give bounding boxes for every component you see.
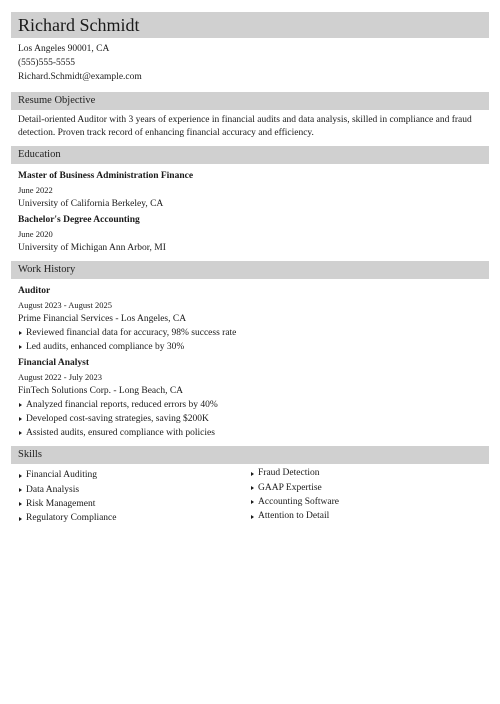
skill-item: GAAP Expertise (250, 481, 482, 495)
job-dates: August 2022 - July 2023 (18, 371, 103, 382)
education-entry (18, 170, 482, 211)
job-bullet: Assisted audits, ensured compliance with policies (18, 426, 482, 440)
school-name: University of Michigan Ann Arbor, MI (18, 243, 166, 253)
degree-title: Bachelor's Degree Accounting (18, 215, 140, 225)
job-bullet: Led audits, enhanced compliance by 30% (18, 340, 482, 354)
job-bullet: Reviewed financial data for accuracy, 98% success rate (18, 326, 482, 340)
degree-date: June 2020 (18, 229, 53, 239)
skills-heading: Skills (11, 446, 489, 464)
skills-list (11, 464, 489, 531)
objective-section (11, 92, 489, 146)
candidate-name: Richard Schmidt (18, 15, 140, 35)
skill-item: Accounting Software (250, 495, 482, 509)
objective-text: Detail-oriented Auditor with 3 years of experience in financial audits and data analysis, skilled in compliance and fraud detection. Proven track record of enhancing financial accuracy and efficiency. (18, 115, 472, 138)
job-dates: August 2023 - August 2025 (18, 300, 112, 310)
job-title: Financial Analyst (18, 357, 89, 368)
job-company: Prime Financial Services - Los Angeles, CA (18, 314, 187, 324)
skill-item: Regulatory Compliance (18, 511, 250, 525)
contact-email: Richard.Schmidt@example.com (18, 72, 142, 82)
education-entry (18, 214, 482, 255)
job-bullets (18, 398, 482, 441)
skills-column-right (250, 466, 482, 525)
skill-item: Attention to Detail (250, 509, 482, 523)
name-header (11, 12, 489, 38)
work-history-section (11, 261, 489, 446)
skills-column-left (18, 468, 250, 525)
contact-block (11, 38, 489, 84)
contact-phone: (555)555-5555 (18, 58, 75, 68)
school-name: University of California Berkeley, CA (18, 199, 164, 209)
job-entry (18, 357, 482, 441)
job-entry (18, 285, 482, 355)
work-history-heading: Work History (11, 261, 489, 279)
contact-address: Los Angeles 90001, CA (18, 44, 110, 54)
degree-date: June 2022 (18, 185, 53, 195)
degree-title: Master of Business Administration Finance (18, 171, 194, 181)
education-heading: Education (11, 146, 489, 164)
job-bullet: Developed cost-saving strategies, saving $200K (18, 412, 482, 426)
skill-item: Financial Auditing (18, 468, 250, 482)
job-company: FinTech Solutions Corp. - Long Beach, CA (18, 385, 184, 396)
job-title: Auditor (18, 286, 51, 296)
skill-item: Fraud Detection (250, 466, 482, 480)
skill-item: Risk Management (18, 497, 250, 511)
skill-item: Data Analysis (18, 483, 250, 497)
job-bullet: Analyzed financial reports, reduced errors by 40% (18, 398, 482, 412)
objective-heading: Resume Objective (11, 92, 489, 110)
job-bullets (18, 326, 482, 355)
skills-section (11, 446, 489, 531)
education-list (11, 164, 489, 261)
work-history-list (11, 279, 489, 446)
education-section (11, 146, 489, 261)
